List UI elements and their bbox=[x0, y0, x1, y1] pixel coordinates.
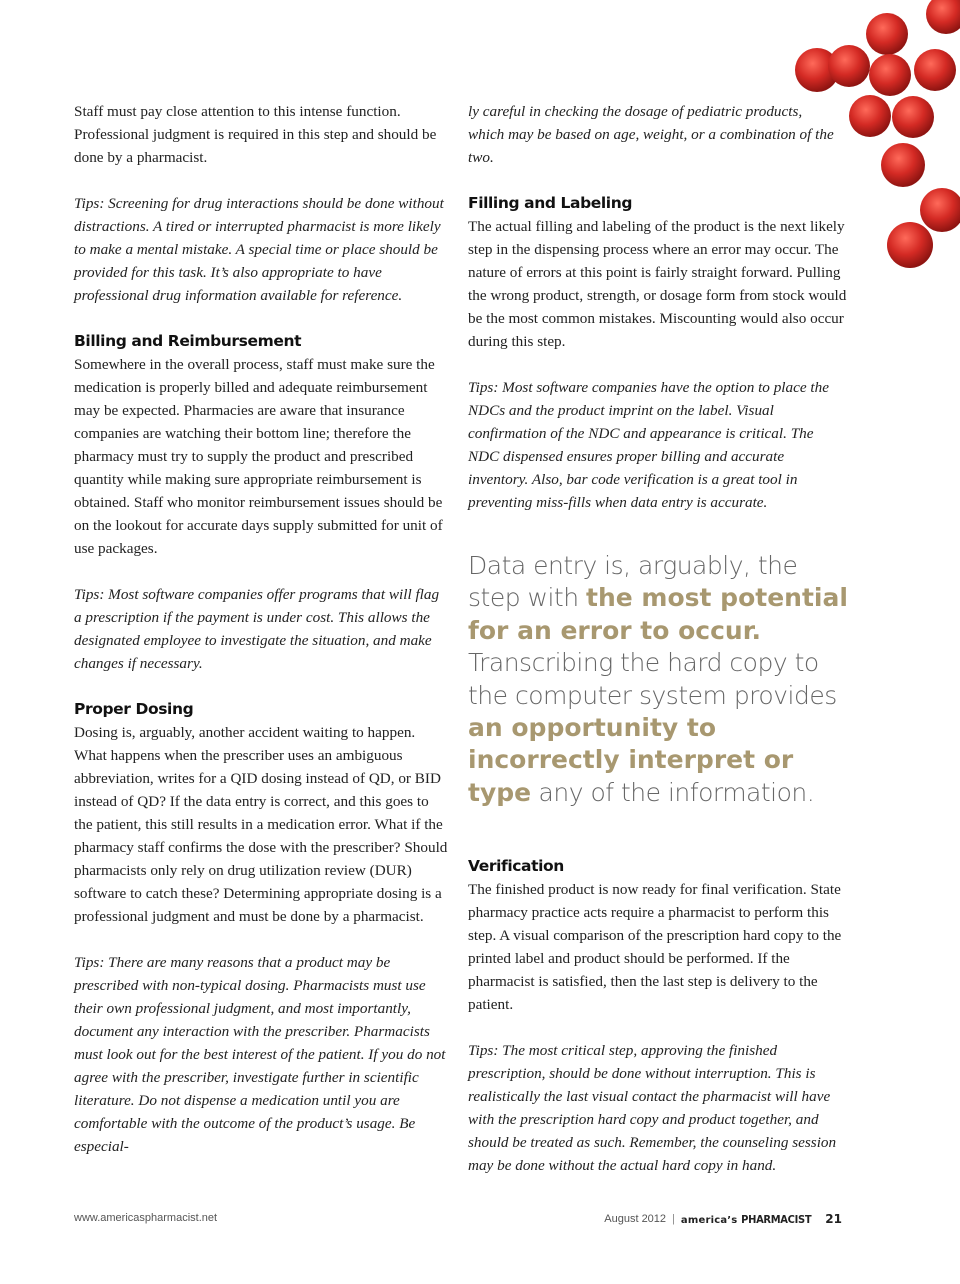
pull-quote-text: Transcribing the hard copy to the computer system provides bbox=[468, 648, 837, 710]
left-column bbox=[74, 100, 450, 1181]
pill bbox=[866, 13, 908, 55]
magazine-brand bbox=[681, 1213, 811, 1226]
tip-paragraph-continued: ly careful in checking the dosage of pediatric products, which may be based on age, weight, or a combination of the two. bbox=[468, 103, 834, 166]
footer-separator: | bbox=[672, 1213, 675, 1225]
paragraph: Somewhere in the overall process, staff must make sure the medication is properly billed and adequate reimbursement may be expected. Pharmacies are aware that insurance companies are watching their bottom line; therefore the pharmacy must try to supply the product and prescribed quantity while making sure appropriate reimbursement is obtained. Staff who monitor reimbursement issues should be on the lookout for accurate days supply submitted for unit of use packages. bbox=[74, 356, 443, 557]
brand-small: america’s bbox=[680, 1214, 738, 1226]
section-heading-verification: Verification bbox=[468, 857, 564, 876]
paragraph: The actual filling and labeling of the product is the next likely step in the dispensing process where an error may occur. The nature of errors at this point is fairly straight forward. Pulling the wrong product, strength, or dosage form from stock would be the most common mistakes. Miscounting would also occur during this step. bbox=[468, 218, 847, 350]
brand-large: PHARMACIST bbox=[741, 1212, 812, 1226]
paragraph: Dosing is, arguably, another accident waiting to happen. What happens when the prescriber uses an ambiguous abbreviation, writes for a QID dosing instead of QD, or BID instead of QD? If the data entry is correct, and this goes to the patient, this still results in a medication error. What if the pharmacy staff confirms the dose with the prescriber? Should pharmacists only rely on drug utilization review (DUR) software to catch these? Determining appropriate dosing is a professional judgment and must be done by a pharmacist. bbox=[74, 724, 448, 925]
pill bbox=[828, 45, 870, 87]
issue-date: August 2012 bbox=[604, 1213, 667, 1225]
tip-paragraph: Tips: There are many reasons that a product may be prescribed with non-typical dosing. Pharmacists must use their own professional judgment, and most importantly, document any interaction with the prescriber. Pharmacists must look out for the best interest of the patient. If you do not agree with the prescriber, investigate further in scientific literature. Do not dispense a medication until you are comfortable with the outcome of the product’s usage. Be especial- bbox=[74, 954, 446, 1155]
right-column bbox=[468, 100, 848, 1200]
pill bbox=[881, 143, 925, 187]
pull-quote bbox=[468, 550, 848, 809]
pill bbox=[892, 96, 934, 138]
pill bbox=[920, 188, 960, 232]
section-heading-filling: Filling and Labeling bbox=[468, 194, 633, 212]
pull-quote-emphasis: an opportunity to incorrectly interpret or type bbox=[468, 713, 794, 807]
section-heading-dosing: Proper Dosing bbox=[74, 700, 194, 718]
tip-paragraph: Tips: Most software companies offer programs that will flag a prescription if the payment is under cost. This allows the designated employee to investigate the situation, and make changes if necessary. bbox=[74, 586, 440, 672]
pull-quote-text: any of the information. bbox=[531, 777, 815, 807]
footer-url-text[interactable]: www.americaspharmacist.net bbox=[74, 1212, 218, 1224]
pill bbox=[869, 54, 911, 96]
tip-paragraph: Tips: Screening for drug interactions should be done without distractions. A tired or interrupted pharmacist is more likely to make a mental mistake. A special time or place should be provided for this task. It’s also appropriate to have professional drug information available for reference. bbox=[74, 195, 444, 304]
paragraph: Staff must pay close attention to this intense function. Professional judgment is required in this step and should be done by a pharmacist. bbox=[74, 103, 437, 166]
page-number: 21 bbox=[825, 1212, 842, 1226]
section-heading-billing: Billing and Reimbursement bbox=[74, 332, 302, 350]
pull-quote-emphasis: the most potential for an error to occur. bbox=[468, 583, 848, 645]
pill bbox=[926, 0, 960, 34]
footer-info bbox=[604, 1212, 842, 1226]
tip-paragraph: Tips: The most critical step, approving the finished prescription, should be done without interruption. This is realistically the last visual contact the pharmacist will have with the prescription hard copy and product together, and should be treated as such. Remember, the counseling session may be done without the actual hard copy in hand. bbox=[468, 1042, 837, 1175]
paragraph: The finished product is now ready for final verification. State pharmacy practice acts require a pharmacist to perform this step. A visual comparison of the prescription hard copy to the printed label and product should be performed. If the pharmacist is satisfied, then the last step is delivery to the patient. bbox=[468, 881, 842, 1014]
footer-url[interactable] bbox=[74, 1212, 217, 1224]
pill bbox=[849, 95, 891, 137]
pill bbox=[887, 222, 933, 268]
tip-paragraph: Tips: Most software companies have the option to place the NDCs and the product imprint on the label. Visual confirmation of the NDC and appearance is critical. The NDC dispensed ensures proper billing and accurate inventory. Also, bar code verification is a great tool in preventing miss-fills when data entry is accurate. bbox=[468, 379, 829, 511]
pill bbox=[914, 49, 956, 91]
pull-quote-text: Data entry is, arguably, the step with bbox=[468, 551, 798, 613]
